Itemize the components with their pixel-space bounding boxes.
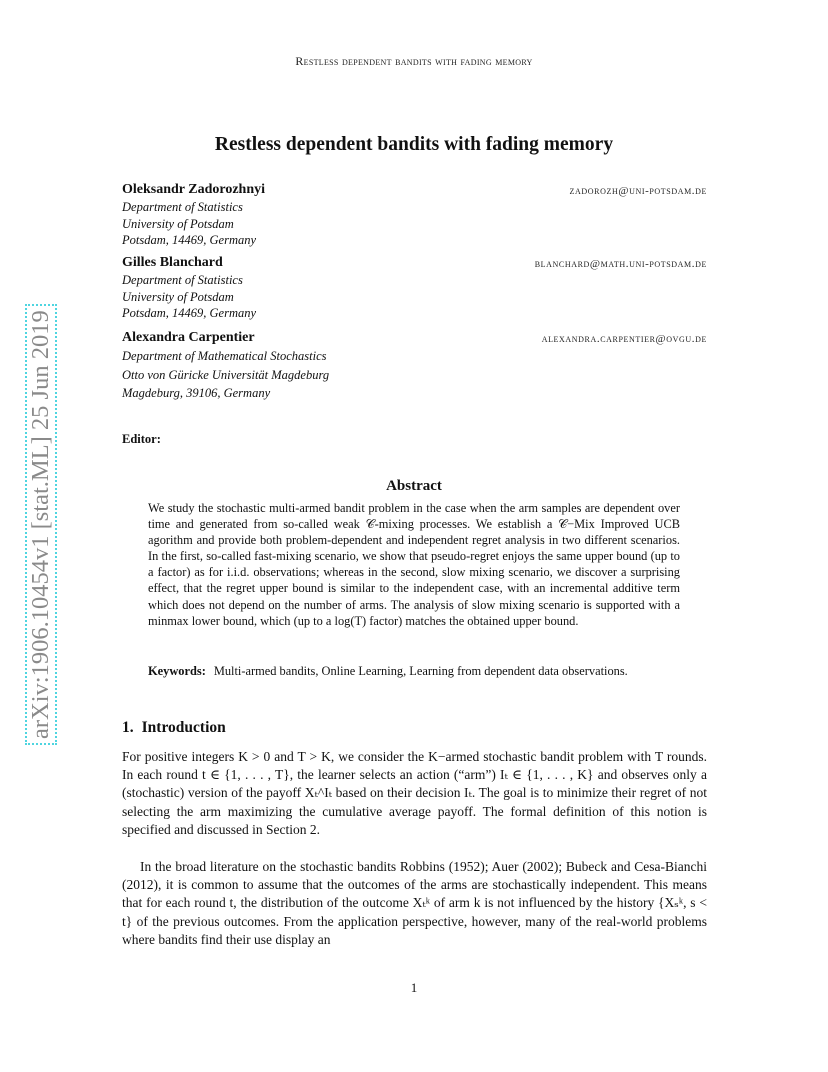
author-email[interactable]: blanchard@math.uni-potsdam.de [534, 258, 707, 270]
editor-label: Editor: [122, 432, 161, 446]
keywords-label: Keywords: [148, 664, 206, 678]
body-paragraph: For positive integers K > 0 and T > K, we consider the K−armed stochastic bandit problem with T rounds. In each round t ∈ {1, . . . , T}, the learner selects an action (“arm”) Iₜ ∈ {1, . . . , K} and observes only a (stochastic) version of the payoff Xₜ^Iₜ based on their decision Iₜ. The goal is to minimize their regret of not selecting the arm maximizing the cumulative average payoff. The formal definition of this notion is specified and discussed in Section 2. [122, 749, 707, 837]
affiliation-line: University of Potsdam [122, 216, 234, 231]
affiliation-line: Potsdam, 14469, Germany [122, 233, 257, 247]
section-title: Introduction [141, 719, 226, 736]
author-name: Alexandra Carpentier [122, 330, 255, 345]
paper-title: Restless dependent bandits with fading memory [214, 134, 614, 155]
page-number: 1 [410, 980, 418, 995]
affiliation-line: Department of Mathematical Stochastics [122, 349, 327, 363]
section-heading [122, 719, 226, 737]
affiliation-line: Department of Statistics [122, 200, 243, 214]
author-name: Gilles Blanchard [122, 255, 223, 270]
running-head: Restless dependent bandits with fading memory [295, 54, 533, 68]
keywords [148, 663, 680, 679]
author-affiliation [122, 272, 256, 322]
affiliation-line: Potsdam, 14469, Germany [122, 306, 257, 320]
author-name: Oleksandr Zadorozhnyi [122, 182, 266, 197]
affiliation-line: Magdeburg, 39106, Germany [122, 386, 271, 400]
author-email[interactable]: alexandra.carpentier@ovgu.de [541, 333, 707, 345]
author-email[interactable]: zadorozh@uni-potsdam.de [569, 185, 707, 197]
author-affiliation [122, 199, 256, 249]
affiliation-line: Department of Statistics [122, 273, 243, 287]
affiliation-line: University of Potsdam [122, 289, 234, 304]
author-affiliation [122, 347, 329, 403]
affiliation-line: Otto von Güricke Universität Magdeburg [122, 367, 330, 382]
abstract-text: We study the stochastic multi-armed bandit problem in the case when the arm samples are dependent over time and generated from so-called weak 𝒞-mixing processes. We establish a 𝒞−Mix Improved UCB agorithm and provide both problem-dependent and independent regret analysis in two different scenarios. In the first, so-called fast-mixing scenario, we show that pseudo-regret enjoys the same upper bound (up to a factor) as for i.i.d. observations; whereas in the second, slow mixing scenario, we discover a surprising effect, that the regret upper bound is similar to the independent case, with an incremental additive term which does not depend on the number of arms. The analysis of slow mixing scenario is supported with a minmax lower bound, which (up to a log(T) factor) matches the obtained upper bound. [148, 501, 680, 628]
body-paragraph: In the broad literature on the stochastic bandits Robbins (1952); Auer (2002); Bubeck and Cesa-Bianchi (2012), it is common to assume that the outcomes of the arms are stochastically independent. This means that for each round t, the distribution of the outcome Xₜᵏ of arm k is not influenced by the history {Xₛᵏ, s < t} of the previous outcomes. From the application perspective, however, many of the real-world problems where bandits find their use display an [122, 859, 707, 947]
abstract-heading: Abstract [386, 478, 442, 494]
arxiv-stamp[interactable]: arXiv:1906.10454v1 [stat.ML] 25 Jun 2019 [25, 304, 57, 745]
keywords-text: Multi-armed bandits, Online Learning, Learning from dependent data observations. [213, 664, 628, 678]
section-number: 1. [122, 719, 134, 736]
